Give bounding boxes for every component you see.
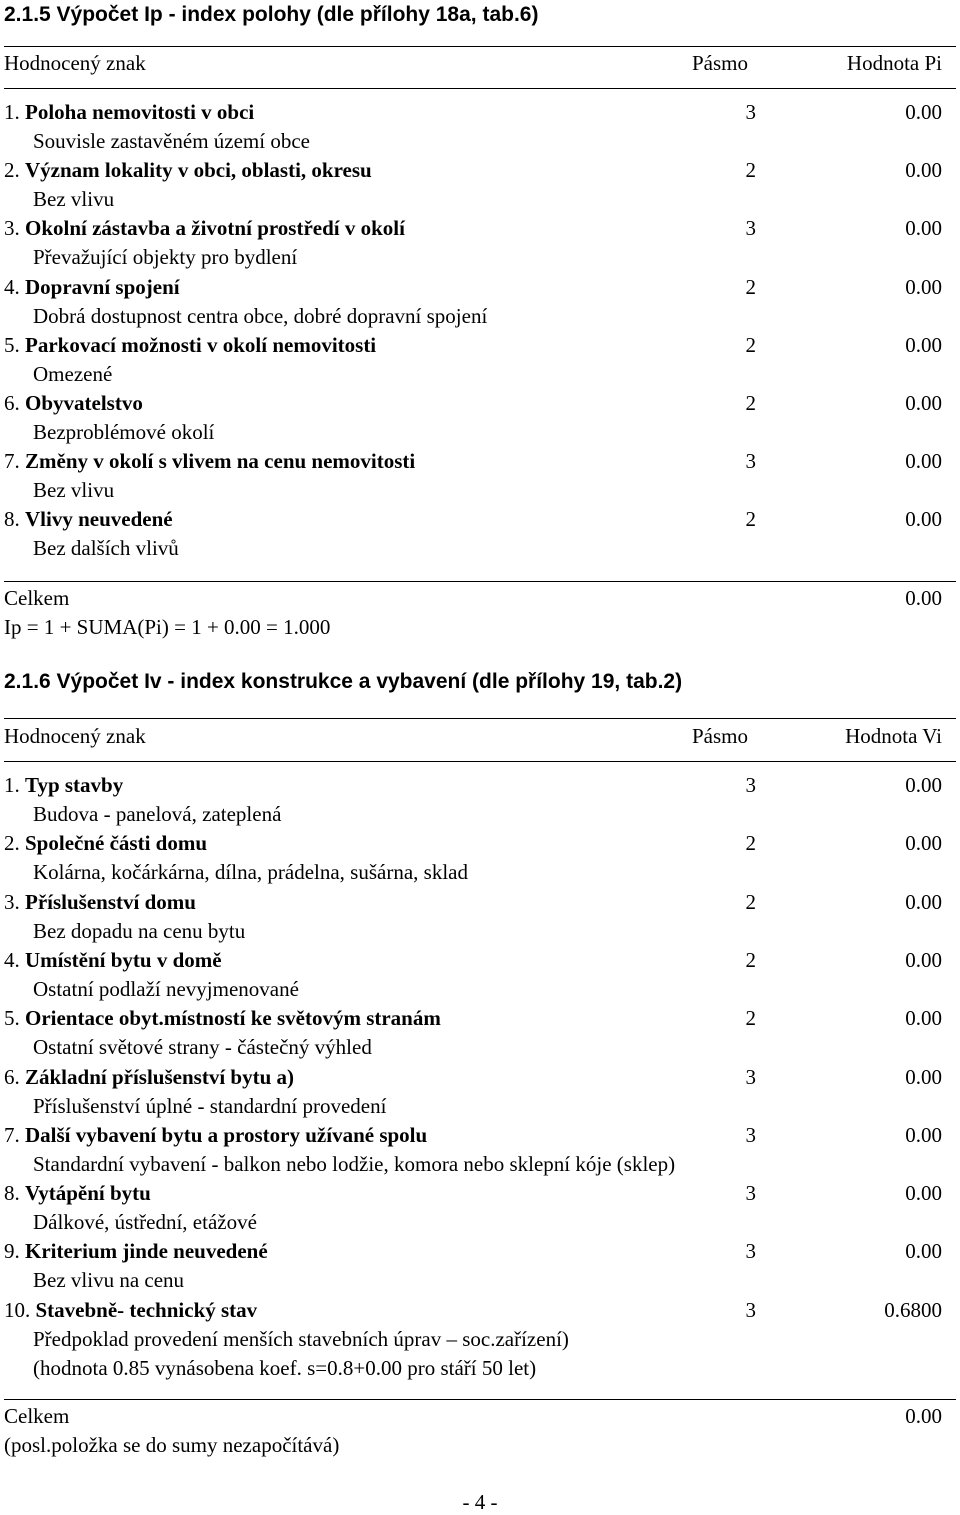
criterion-band: 2 (745, 889, 756, 914)
criterion-description: Standardní vybavení - balkon nebo lodžie, komora nebo sklepní kóje (sklep) (33, 1151, 676, 1176)
section2-total-value: 0.00 (905, 1404, 942, 1428)
criterion-title: Další vybavení bytu a prostory užívané spolu (25, 1122, 428, 1147)
criterion-band: 2 (745, 391, 756, 415)
criterion-number: 10. (4, 1297, 31, 1322)
col-band: Pásmo (691, 51, 748, 75)
criterion-title: Základní příslušenství bytu a) (25, 1064, 295, 1089)
criterion-row (4, 391, 942, 449)
criterion-band: 2 (745, 274, 756, 299)
page-number: - 4 - (462, 1490, 498, 1514)
section2-total-label: Celkem (4, 1404, 70, 1428)
section2-heading: 2.1.6 Výpočet Iv - index konstrukce a vybavení (dle přílohy 19, tab.2) (4, 670, 683, 693)
criterion-band: 3 (745, 449, 756, 474)
criterion-row (4, 275, 942, 333)
criterion-title-line (4, 948, 222, 973)
criterion-row (4, 1181, 942, 1239)
criterion-description: Ostatní podlaží nevyjmenované (33, 976, 299, 1001)
criterion-title-line (4, 100, 254, 125)
criterion-number: 3. (4, 889, 20, 914)
criterion-value: 0.00 (905, 216, 942, 241)
criterion-value: 0.00 (905, 1064, 942, 1089)
criterion-band: 2 (745, 831, 756, 856)
criterion-value: 0.00 (905, 831, 942, 856)
criterion-title: Typ stavby (25, 773, 124, 797)
criterion-description: Bez dalších vlivů (33, 536, 179, 561)
criterion-description: Příslušenství úplné - standardní provedení (33, 1093, 387, 1118)
criterion-number: 6. (4, 391, 20, 415)
criterion-row (4, 100, 942, 158)
criterion-title: Vytápění bytu (25, 1181, 151, 1206)
criterion-title-line (4, 449, 415, 474)
criterion-title-line (4, 216, 405, 241)
criterion-number: 6. (4, 1064, 20, 1089)
section1-top-rule (4, 46, 956, 47)
criterion-description: Dálkové, ústřední, etážové (33, 1210, 257, 1235)
criterion-value: 0.00 (905, 449, 942, 474)
col-criterion: Hodnocený znak (4, 724, 146, 748)
criterion-band: 3 (745, 100, 756, 124)
criterion-value: 0.00 (905, 100, 942, 124)
criterion-description-extra: (hodnota 0.85 vynásobena koef. s=0.8+0.00 pro stáří 50 let) (33, 1355, 537, 1380)
criterion-title: Změny v okolí s vlivem na cenu nemovitosti (25, 449, 416, 474)
criterion-description: Převažující objekty pro bydlení (33, 245, 298, 270)
criterion-description: Bez vlivu (33, 478, 115, 503)
section1-total-label: Celkem (4, 586, 70, 610)
section1-heading: 2.1.5 Výpočet Ip - index polohy (dle přílohy 18a, tab.6) (4, 3, 539, 26)
criterion-description: Omezené (33, 361, 113, 386)
criterion-band: 2 (745, 1006, 756, 1031)
criterion-value: 0.00 (905, 1006, 942, 1031)
criterion-description: Budova - panelová, zateplená (33, 802, 282, 826)
criterion-description: Předpoklad provedení menších stavebních úprav – soc.zařízení) (33, 1326, 569, 1351)
criterion-title-line (4, 391, 143, 416)
criterion-title: Umístění bytu v domě (25, 947, 222, 972)
criterion-number: 7. (4, 1122, 20, 1147)
criterion-band: 2 (745, 332, 756, 357)
col-criterion: Hodnocený znak (4, 51, 146, 75)
criterion-number: 4. (4, 947, 20, 972)
criterion-band: 3 (745, 773, 756, 797)
criterion-title-line (4, 773, 123, 798)
criterion-value: 0.00 (905, 1239, 942, 1264)
criterion-number: 2. (4, 831, 20, 856)
criterion-title: Společné části domu (25, 831, 208, 856)
criterion-value: 0.00 (905, 1122, 942, 1147)
criterion-title-line (4, 1239, 268, 1264)
criterion-value: 0.6800 (884, 1297, 942, 1322)
criterion-title: Význam lokality v obci, oblasti, okresu (25, 158, 372, 183)
criterion-title: Okolní zástavba a životní prostředí v okolí (25, 216, 405, 241)
criterion-number: 7. (4, 449, 20, 474)
criterion-value: 0.00 (905, 1181, 942, 1206)
criterion-row (4, 507, 942, 565)
criterion-value: 0.00 (905, 947, 942, 972)
col-value: Hodnota Vi (845, 724, 942, 748)
criterion-row (4, 333, 942, 391)
section1-total-value: 0.00 (905, 586, 942, 610)
criterion-row (4, 948, 942, 1006)
criterion-number: 8. (4, 507, 20, 532)
col-band: Pásmo (691, 724, 748, 748)
criterion-number: 5. (4, 1006, 20, 1031)
criterion-row (4, 1239, 942, 1297)
criterion-number: 9. (4, 1239, 20, 1264)
criterion-title-line (4, 158, 372, 183)
criterion-number: 1. (4, 100, 20, 124)
criterion-number: 4. (4, 274, 20, 299)
criterion-row (4, 1065, 942, 1123)
section2-total-rule (4, 1399, 956, 1400)
criterion-value: 0.00 (905, 889, 942, 914)
section2-note: (posl.položka se do sumy nezapočítává) (4, 1433, 340, 1457)
criterion-value: 0.00 (905, 274, 942, 299)
criterion-value: 0.00 (905, 391, 942, 415)
criterion-title-line (4, 1123, 427, 1148)
criterion-band: 3 (745, 1239, 756, 1264)
criterion-number: 8. (4, 1181, 20, 1206)
criterion-row (4, 773, 942, 831)
criterion-description: Ostatní světové strany - částečný výhled (33, 1035, 372, 1060)
criterion-title-line (4, 507, 173, 532)
criterion-row (4, 449, 942, 507)
criterion-number: 3. (4, 216, 20, 241)
criterion-band: 3 (745, 1064, 756, 1089)
criterion-title: Kriterium jinde neuvedené (25, 1239, 268, 1264)
criterion-row (4, 1297, 942, 1380)
criterion-band: 2 (745, 158, 756, 183)
criterion-title-line (4, 275, 180, 300)
criterion-title: Stavebně- technický stav (35, 1297, 258, 1322)
criterion-title-line (4, 1006, 441, 1031)
criterion-number: 5. (4, 332, 20, 357)
section1-table-header (4, 51, 942, 81)
criterion-description: Bezproblémové okolí (33, 420, 215, 444)
criterion-row (4, 831, 942, 889)
criterion-band: 2 (745, 507, 756, 532)
section2-table-header (4, 724, 942, 754)
section1-total-rule (4, 581, 956, 582)
criterion-description: Souvisle zastavěném území obce (33, 129, 310, 153)
criterion-row (4, 1123, 942, 1181)
section2-header-rule (4, 761, 956, 762)
criterion-value: 0.00 (905, 507, 942, 532)
col-value: Hodnota Pi (846, 51, 942, 75)
criterion-row (4, 158, 942, 216)
section1-header-rule (4, 88, 956, 89)
criterion-value: 0.00 (905, 773, 942, 797)
criterion-band: 3 (745, 1122, 756, 1147)
criterion-title-line (4, 1065, 294, 1090)
criterion-title: Příslušenství domu (25, 889, 196, 914)
criterion-title: Vlivy neuvedené (25, 507, 173, 532)
criterion-description: Bez dopadu na cenu bytu (33, 918, 246, 943)
criterion-value: 0.00 (905, 158, 942, 183)
criterion-band: 2 (745, 947, 756, 972)
criterion-row (4, 890, 942, 948)
criterion-title: Obyvatelstvo (25, 391, 143, 415)
criterion-title-line (4, 890, 196, 915)
criterion-title-line (4, 1298, 257, 1323)
criterion-title: Poloha nemovitosti v obci (25, 100, 255, 124)
criterion-title-line (4, 831, 207, 856)
criterion-row (4, 216, 942, 274)
criterion-number: 2. (4, 158, 20, 183)
criterion-description: Kolárna, kočárkárna, dílna, prádelna, sušárna, sklad (33, 860, 468, 885)
criterion-title: Orientace obyt.místností ke světovým stranám (25, 1006, 441, 1031)
criterion-title-line (4, 333, 376, 358)
criterion-band: 3 (745, 1297, 756, 1322)
section2-top-rule (4, 718, 956, 719)
criterion-value: 0.00 (905, 332, 942, 357)
criterion-band: 3 (745, 216, 756, 241)
criterion-title: Dopravní spojení (25, 274, 180, 299)
criterion-title-line (4, 1181, 151, 1206)
criterion-band: 3 (745, 1181, 756, 1206)
criterion-row (4, 1006, 942, 1064)
section1-formula: Ip = 1 + SUMA(Pi) = 1 + 0.00 = 1.000 (4, 615, 331, 639)
criterion-description: Bez vlivu (33, 187, 115, 212)
criterion-number: 1. (4, 773, 20, 797)
criterion-description: Bez vlivu na cenu (33, 1268, 185, 1293)
criterion-description: Dobrá dostupnost centra obce, dobré dopravní spojení (33, 303, 488, 328)
criterion-title: Parkovací možnosti v okolí nemovitosti (25, 332, 377, 357)
